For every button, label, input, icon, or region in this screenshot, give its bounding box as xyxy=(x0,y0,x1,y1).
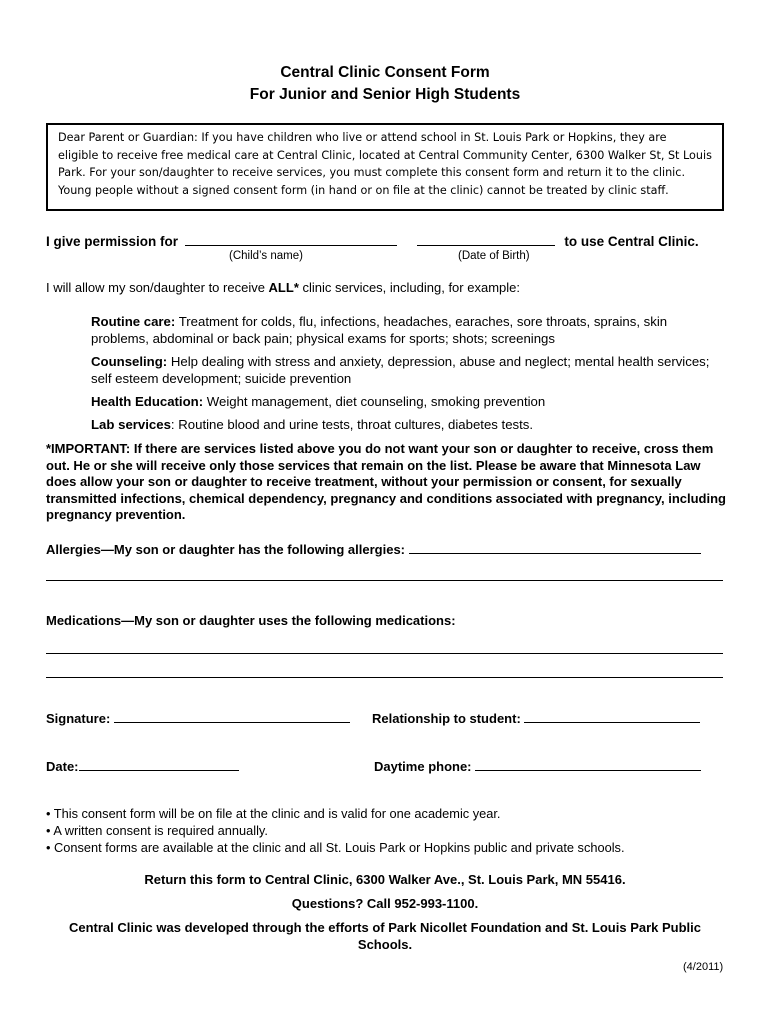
notice-line: Dear Parent or Guardian: If you have children who live or attend school in St. Louis Park or Hopkins, they are xyxy=(58,131,667,144)
permission-prefix: I give permission for xyxy=(46,234,179,249)
parent-notice-box xyxy=(46,123,724,211)
signature-line xyxy=(46,710,350,726)
signature-label: Signature: xyxy=(46,711,111,726)
service-description: Help dealing with stress and anxiety, depression, abuse and neglect; mental health services; self esteem development; suicide prevention xyxy=(91,354,710,386)
medications-label: Medications—My son or daughter uses the following medications: xyxy=(46,613,456,628)
footer-credit-line-1: Central Clinic was developed through the efforts of Park Nicollet Foundation and St. Louis Park Public xyxy=(68,920,702,935)
allow-all-emphasis: ALL* xyxy=(268,280,299,295)
notice-line: eligible to receive free medical care at Central Clinic, located at Central Community Center, 6300 Walker St, St Louis xyxy=(58,148,712,162)
allow-services-line xyxy=(46,280,520,295)
service-label: Health Education: xyxy=(91,394,204,409)
date-line xyxy=(46,758,239,774)
service-lab xyxy=(91,416,711,433)
info-bullet: • A written consent is required annually. xyxy=(46,823,268,838)
allergies-field-line-2[interactable] xyxy=(46,580,723,581)
footer-credit-line-2: Schools. xyxy=(357,937,413,952)
return-instructions: Return this form to Central Clinic, 6300 Walker Ave., St. Louis Park, MN 55416. xyxy=(144,872,626,887)
form-title: Central Clinic Consent Form xyxy=(280,64,490,81)
child-name-caption: (Child’s name) xyxy=(229,250,303,262)
dob-caption: (Date of Birth) xyxy=(458,250,530,262)
info-bullet: • Consent forms are available at the clinic and all St. Louis Park or Hopkins public and private schools. xyxy=(46,840,625,855)
signature-field[interactable] xyxy=(114,710,350,723)
service-counseling xyxy=(91,353,711,387)
relationship-field[interactable] xyxy=(524,710,700,723)
service-health-education xyxy=(91,393,711,410)
medications-field-line-1[interactable] xyxy=(46,653,723,654)
important-notice: *IMPORTANT: If there are services listed above you do not want your son or daughter to receive, cross them out. He or she will receive only those services that remain on the list. Please be aware that Minnesota Law does allow your son or daughter to receive treatment, without your permission or consent, for sexually transmitted infections, chemical dependency, pregnancy and conditions associated with pregnancy, including pregnancy prevention. xyxy=(46,441,726,522)
service-label: Routine care: xyxy=(91,314,176,329)
phone-field[interactable] xyxy=(475,758,701,771)
phone-label: Daytime phone: xyxy=(374,759,472,774)
relationship-label: Relationship to student: xyxy=(372,711,521,726)
service-description: : Routine blood and urine tests, throat cultures, diabetes tests. xyxy=(170,417,534,432)
permission-line xyxy=(46,233,699,249)
allow-text-after: clinic services, including, for example: xyxy=(298,280,520,295)
child-name-field[interactable] xyxy=(185,233,397,246)
allergies-label: Allergies—My son or daughter has the following allergies: xyxy=(46,542,406,557)
date-field[interactable] xyxy=(79,758,239,771)
questions-phone: Questions? Call 952-993-1100. xyxy=(291,896,479,911)
date-of-birth-field[interactable] xyxy=(417,233,555,246)
service-description: Treatment for colds, flu, infections, headaches, earaches, sore throats, sprains, skin problems, abdominal or back pain; physical exams for sports; shots; screenings xyxy=(91,314,668,346)
allow-text-before: I will allow my son/daughter to receive xyxy=(46,280,269,295)
form-subtitle: For Junior and Senior High Students xyxy=(249,86,521,103)
medications-field-line-2[interactable] xyxy=(46,677,723,678)
relationship-line xyxy=(372,710,700,726)
allergies-line xyxy=(46,541,701,557)
service-label: Counseling: xyxy=(91,354,168,369)
service-label: Lab services xyxy=(91,417,171,432)
info-bullet: • This consent form will be on file at the clinic and is valid for one academic year. xyxy=(46,806,501,821)
permission-suffix: to use Central Clinic. xyxy=(564,234,699,249)
notice-line: Young people without a signed consent form (in hand or on file at the clinic) cannot be treated by clinic staff. xyxy=(58,183,669,197)
phone-line xyxy=(374,758,701,774)
service-routine-care xyxy=(91,313,711,347)
revision-date: (4/2011) xyxy=(683,961,724,973)
service-description: Weight management, diet counseling, smoking prevention xyxy=(203,394,546,409)
date-label: Date: xyxy=(46,759,79,774)
notice-line: Park. For your son/daughter to receive services, you must complete this consent form and return it to the clinic. xyxy=(58,166,685,179)
allergies-field[interactable] xyxy=(409,541,701,554)
